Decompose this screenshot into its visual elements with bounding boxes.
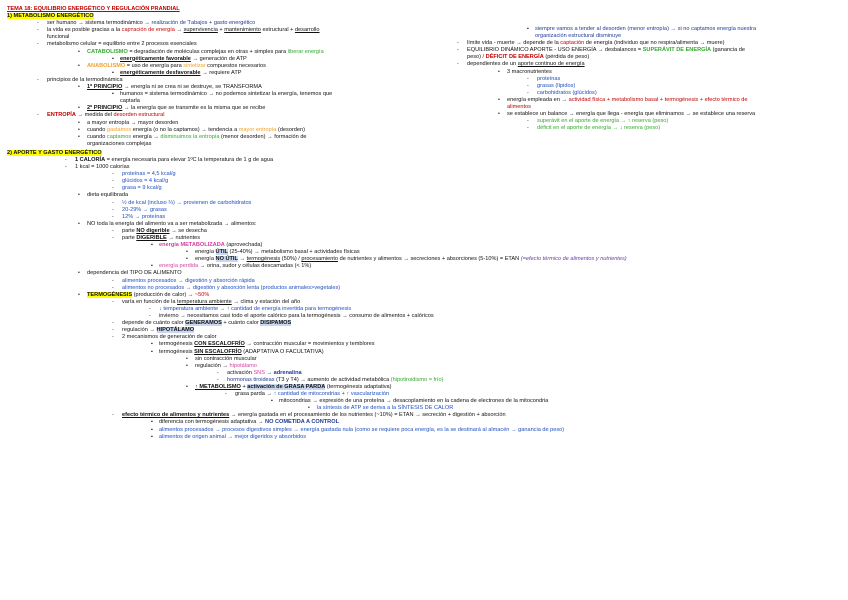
list-item: ▪ alimentos de origen animal → mejor digeridos y absorbidos bbox=[151, 433, 307, 440]
list-item: - metabolismo celular = equilibrio entre 2 procesos esenciales bbox=[37, 41, 197, 48]
list-item: ▪ siempre vamos a tender al desorden (menor entropía) → si no captamos energía nuestra bbox=[527, 26, 757, 32]
list-item: - principios de la termodinámica bbox=[37, 76, 123, 83]
list-item: - ↓ temperatura ambiente → ↑ cantidad de energía invertida para termogénesis bbox=[149, 305, 352, 312]
page-title: TEMA 18: EQUILIBRIO ENERGÉTICO Y REGULACIÓN PRANDIAL bbox=[7, 6, 180, 12]
list-item: - 1 kcal = 1000 calorías bbox=[65, 164, 130, 171]
list-item: - alimentos no procesados → digestión y absorción lenta (productos animales>vegetales) bbox=[112, 284, 341, 291]
section-heading-2: 2) APORTE Y GASTO ENERGÉTICO bbox=[7, 149, 102, 156]
list-item: • dependencia del TIPO DE ALIMENTO bbox=[78, 270, 182, 277]
list-item: ▪ energía METABOLIZADA (aprovechada) bbox=[151, 242, 263, 249]
list-item: • 2º PRINCIPIO → la energía que se transmite es la misma que se recibe bbox=[78, 105, 266, 112]
list-item: • ANABOLISMO = uso de energía para sintetizar compuestos necesarios bbox=[78, 62, 266, 69]
list-item: • cuando gastamos energía (o no la captamos) → tendencia a mayor entropía (desorden) bbox=[78, 126, 305, 133]
list-item: • 3 macronutrientes bbox=[498, 68, 552, 75]
list-item: - grasa parda → ↑ cantidad de mitocondrias + ↑ vascularización bbox=[225, 391, 390, 398]
list-item: - superávit en el aporte de energía → ↑ reserva (peso) bbox=[527, 118, 669, 125]
list-item: - 1 CALORÍA = energía necesaria para elevar 1ºC la temperatura de 1 g de agua bbox=[65, 156, 274, 163]
list-item: - 2 mecanismos de generación de calor bbox=[112, 334, 217, 341]
list-item: ▪ alimentos procesados → procesos digestivos simples → energía gastada nula (como se requiere poca energía, es la se destinará al almacén → ganancia de peso) bbox=[151, 426, 565, 433]
list-item: - 12% → proteínas bbox=[112, 213, 166, 220]
list-item: ▪ energía perdida → orina, sudor y células descamadas (< 1%) bbox=[151, 263, 312, 270]
list-item: • CATABOLISMO = degradación de moléculas complejas en otras + simples para liberar energía bbox=[78, 48, 324, 55]
list-item: - déficit en el aporte de energía → ↓ reserva (peso) bbox=[527, 125, 661, 132]
list-item: - grasa = 9 kcal/g bbox=[112, 185, 162, 192]
list-item: - límite vida - muerte → depende de la captación de energía (individuo que no respira/alimenta → muere) bbox=[457, 40, 725, 47]
list-item: - ½ de kcal (incluso ⅔) → provienen de carbohidratos bbox=[112, 199, 252, 206]
list-item: • sin contracción muscular bbox=[186, 355, 257, 362]
list-item: ▪ humanos = sistema termodinámico → no podemos sintetizar la energía, tenemos que bbox=[112, 91, 333, 98]
list-item: - regulación → HIPOTÁLAMO bbox=[112, 327, 195, 334]
list-item: • se establece un balance → energía que llega - energía que eliminamos → se establece una reserva bbox=[498, 111, 756, 118]
list-item: ▪ diferencia con termogénesis adaptativa → NO COMETIDA A CONTROL bbox=[151, 419, 339, 426]
list-item: • NO toda la energía del alimento va a ser metabolizada → alimentos: bbox=[78, 220, 257, 227]
list-item: • energía empleada en → actividad física + metabolismo basal + termogénesis + efecto térmico de bbox=[498, 96, 748, 103]
list-item: • 1º PRINCIPIO → energía ni se crea ni se destruye, se TRANSFORMA bbox=[78, 84, 262, 91]
list-item: - proteínas bbox=[527, 75, 561, 82]
list-item: - activación SNS → adrenalina bbox=[217, 369, 302, 376]
list-item: - depende de cuánto calor GENERAMOS + cuánto calor DISIPAMOS bbox=[112, 320, 292, 327]
list-item: • a mayor entropía → mayor desorden bbox=[78, 119, 179, 126]
list-item: - grasas (lípidos) bbox=[527, 82, 576, 89]
list-item: ▪ termogénesis CON ESCALOFRÍO → contracción muscular = movimientos y temblores bbox=[151, 341, 375, 348]
list-item: - ENTROPÍA → medida del desorden estructural bbox=[37, 112, 165, 119]
list-item: • TERMOGÉNESIS (producción de calor) → ~50% bbox=[78, 291, 210, 298]
list-item: • cuando captamos energía → disminuimos la entropía (menor desorden) → formación de bbox=[78, 133, 307, 140]
left-column: TEMA 18: EQUILIBRIO ENERGÉTICO Y REGULACIÓN PRANDIAL 1) METABOLISMO ENERGÉTICO - ser humano → sistema termodinámico → realización de Ƭabajos + gasto energético - la vida es posible gracias a la capᴛación de energía → supervivencia + mantenimiento estructural + desarrollo funcional - metabolismo celular = equilibrio entre 2 procesos esenciales • CATABOLISMO = degradación de moléculas complejas en otras + simples para liberar energía ▪ energéticamente favorable → generación de ATP • ANABOLISMO = uso de energía para sintetizar compuestos necesarios ▪ energéticamente desfavorable → requiere ATP - principios de la termodinámica • 1º PRINCIPIO → energía ni se crea ni se destruye, se TRANSFORMA ▪ humanos = sistema termodinámico → no podemos sintetizar la energía, tenemos que captarla • 2º PRINCIPIO → la energía que se transmite es la misma que se recibe - ENTROPÍA → medida del desorden estructural • a mayor entropía → mayor desorden • cuando gastamos energía (o no la captamos) → tendencia a mayor entropía (desorden) • cuando captamos energía → disminuimos la entropía (menor desorden) → formación de organizaciones complejas 2) APORTE Y GASTO ENERGÉTICO - 1 CALORÍA = energía necesaria para elevar 1ºC la temperatura de 1 g de agua - 1 kcal = 1000 calorías - proteínas = 4,5 kcal/g - glúcidos = 4 kcal/g - grasa = 9 kcal/g • dieta equilibrada - ½ de kcal (incluso ⅔) → provienen de carbohidratos - 20-29% → grasas - 12% → proteínas • NO toda la energía del alimento va a ser metabolizada → alimentos: - parte NO digerible → se desecha - parte DIGERIBLE → nutrientes ▪ energía METABOLIZADA (aprovechada) • energía ÚTIL (25-40%) → metabolismo basal + actividades físicas • energía NO ÚTIL → termogénesis (50%) / procesamiento de nutrientes y alimentos → secreciones + absorciones (5-10%) = ETAN (=efecto térmico de alimentos y nutrientes) ▪ energía perdida → orina, sudor y células descamadas (< 1%) • dependencia del TIPO DE ALIMENTO - alimentos procesados → digestión y absorción rápida - alimentos no procesados → digestión y absorción lenta (productos animales>vegetales) • TERMOGÉNESIS (producción de calor) → ~50% - varía en función de la temperatura ambiente → clima y estación del año - ↓ temperatura ambiente → ↑ cantidad de energía invertida para termogénesis - invierno → necesitamos casi todo el aporte calórico para la termogénesis → consumo de alimentos + calóricos - depende de cuánto calor GENERAMOS + cuánto calor DISIPAMOS - regulación → HIPOTÁLAMO - 2 mecanismos de generación de calor ▪ termogénesis CON ESCALOFRÍO → contracción muscular = movimientos y temblores ▪ termogénesis SIN ESCALOFRÍO (ADAPTATIVA O FACULTATIVA) • sin contracción muscular • regulación → hipotálamo - activación SNS → adrenalina - hormonas tiroideas (T3 y T4) → aumento de actividad metabólica (hipotiroidismo = frío) • ↑ METABOLISMO + activación de GRASA PARDA (termogénesis adaptativa) - grasa parda → ↑ cantidad de mitocondrias + ↑ vascularización ▪ mitocondrias → expresión de una proteína → desacoplamiento en la cadena de electrones de la mitocondria • la síntesis de ATP se deriva a la SÍNTESIS DE CALOR - efecto térmico de alimentos y nutrientes → energía gastada en el procesamiento de los nutrientes (~10%) = ETAN → secreción + digestión + absorción ▪ diferencia con termogénesis adaptativa → NO COMETIDA A CONTROL ▪ alimentos procesados → procesos digestivos simples → energía gastada nula (como se requiere poca energía, es la se destinará al almacén → ganancia de peso) ▪ alimentos de origen animal → mejor digeridos y absorbidos bbox=[7, 6, 447, 441]
list-item: ▪ termogénesis SIN ESCALOFRÍO (ADAPTATIVA O FACULTATIVA) bbox=[151, 348, 324, 355]
list-item: ▪ mitocondrias → expresión de una proteína → desacoplamiento en la cadena de electrones de la mitocondria bbox=[271, 398, 549, 405]
list-item: - 20-29% → grasas bbox=[112, 206, 167, 213]
section-heading-1: 1) METABOLISMO ENERGÉTICO bbox=[7, 13, 94, 20]
list-item: - dependientes de un aporte continuo de energía bbox=[457, 61, 585, 68]
list-item: ▪ energéticamente favorable → generación de ATP bbox=[112, 55, 247, 62]
list-item: - la vida es posible gracias a la capᴛación de energía → supervivencia + mantenimiento estructural + desarrollo bbox=[37, 27, 320, 34]
list-item: - glúcidos = 4 kcal/g bbox=[112, 178, 169, 185]
list-item: - efecto térmico de alimentos y nutrientes → energía gastada en el procesamiento de los nutrientes (~10%) = ETAN → secreción + digestión + absorción bbox=[112, 412, 506, 419]
list-item: • regulación → hipotálamo bbox=[186, 362, 257, 369]
list-item: - parte NO digerible → se desecha bbox=[112, 227, 207, 234]
list-item: - alimentos procesados → digestión y absorción rápida bbox=[112, 277, 255, 284]
list-item: • la síntesis de ATP se deriva a la SÍNTESIS DE CALOR bbox=[308, 405, 454, 412]
list-item: - varía en función de la temperatura ambiente → clima y estación del año bbox=[112, 298, 301, 305]
list-item: ▪ energéticamente desfavorable → requiere ATP bbox=[112, 69, 242, 76]
list-item: • energía ÚTIL (25-40%) → metabolismo basal + actividades físicas bbox=[186, 249, 360, 256]
list-item: - parte DIGERIBLE → nutrientes bbox=[112, 235, 201, 241]
list-item: - hormonas tiroideas (T3 y T4) → aumento de actividad metabólica (hipotiroidismo = frío) bbox=[217, 376, 444, 383]
list-item: • energía NO ÚTIL → termogénesis (50%) / procesamiento de nutrientes y alimentos → secreciones + absorciones (5-10%) = ETAN (=efecto térmico de alimentos y nutrientes) bbox=[186, 256, 627, 263]
list-item: - carbohidratos (glúcidos) bbox=[527, 89, 597, 96]
list-item: - EQUILIBRIO DINÁMICO APORTE - USO ENERGÍA → desbalances = SUPERÁVIT DE ENERGÍA (ganancia de bbox=[457, 47, 745, 54]
list-item: • ↑ METABOLISMO + activación de GRASA PARDA (termogénesis adaptativa) bbox=[186, 383, 392, 390]
list-item: - proteínas = 4,5 kcal/g bbox=[112, 171, 176, 178]
list-item: - invierno → necesitamos casi todo el aporte calórico para la termogénesis → consumo de alimentos + calóricos bbox=[149, 313, 434, 320]
list-item: - ser humano → sistema termodinámico → realización de Ƭabajos + gasto energético bbox=[37, 20, 256, 27]
list-item: • dieta equilibrada bbox=[78, 192, 129, 199]
right-column: ▪ siempre vamos a tender al desorden (menor entropía) → si no captamos energía nuestra organización estructural disminuye - límite vida - muerte → depende de la captación de energía (individuo que no respira/alimenta → muere) - EQUILIBRIO DINÁMICO APORTE - USO ENERGÍA → desbalances = SUPERÁVIT DE ENERGÍA (ganancia de peso) / DÉFICIT DE ENERGÍA (pérdida de peso) - dependientes de un aporte continuo de energía • 3 macronutrientes - proteínas - grasas (lípidos) - carbohidratos (glúcidos) • energía empleada en → actividad física + metabolismo basal + termogénesis + efecto térmico de alimentos • se establece un balance → energía que llega - energía que eliminamos → se establece una reserva - superávit en el aporte de energía → ↑ reserva (peso) - déficit en el aporte de energía → ↓ reserva (peso) bbox=[455, 6, 843, 132]
